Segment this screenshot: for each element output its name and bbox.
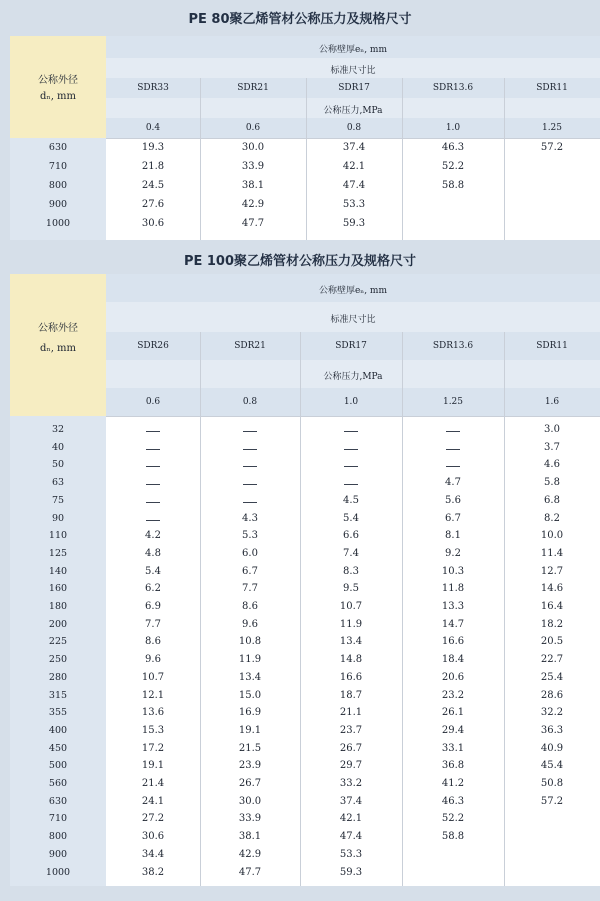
pe100-cell-value: [200, 477, 300, 488]
pe100-cell-value: 16.9: [238, 707, 262, 719]
pe100-row-dn: 40: [51, 441, 65, 453]
pe100-cell-value: 52.2: [441, 813, 465, 825]
pe100-cell-value: 22.7: [540, 654, 564, 666]
pe80-cell-value: 27.6: [141, 199, 165, 210]
pe80-dn-label-2: dₙ, mm: [39, 91, 77, 102]
pe100-row-dn: 280: [48, 671, 68, 683]
pe100-cell-value: 34.4: [141, 848, 165, 860]
pe100-cell-value: 6.7: [445, 512, 461, 524]
pe80-cell-value: 46.3: [441, 142, 465, 153]
pe80-cell-value: 57.2: [540, 142, 564, 153]
pe100-title: PE 100聚乙烯管材公称压力及规格尺寸: [183, 254, 417, 269]
pe100-cell-value: 58.8: [441, 831, 465, 843]
pe100-cell-value: 47.7: [238, 866, 262, 878]
pe100-cell-value: 10.0: [540, 530, 564, 542]
pe100-dn-label-1: 公称外径: [38, 323, 78, 334]
pe100-cell-value: 37.4: [339, 795, 363, 807]
pe80-sdr-0: SDR33: [137, 83, 169, 93]
pe100-cell-value: 7.7: [242, 583, 258, 595]
pe80-row-dn: 630: [48, 142, 68, 153]
pe100-cell-value: 11.9: [339, 618, 363, 630]
pe100-wall-band: [106, 274, 600, 303]
pe100-cell-value: 6.6: [343, 530, 359, 542]
pe100-cell-value: 50.8: [540, 778, 564, 789]
pe100-cell-value: 4.8: [145, 547, 161, 559]
pe100-cell-value: [300, 442, 402, 453]
pe100-cell-value: 18.7: [339, 689, 363, 701]
pe100-cell-value: 14.8: [339, 654, 363, 666]
pe80-pressure-1: 0.6: [245, 123, 261, 133]
pe80-cell-value: 59.3: [342, 218, 366, 229]
pe100-cell-value: 21.5: [238, 742, 262, 754]
pe100-cell-value: 53.3: [339, 848, 363, 860]
pe100-row-dn: 400: [48, 724, 68, 736]
pe100-cell-value: 21.1: [339, 707, 363, 719]
pe100-row-dn: 710: [48, 813, 68, 825]
pe100-cell-value: 7.4: [343, 547, 359, 559]
pe100-cell-value: 16.6: [441, 636, 465, 648]
pe100-sdr-0: SDR26: [137, 341, 169, 351]
pe100-cell-value: 15.3: [141, 724, 165, 736]
pe100-pressure-label: 公称压力,MPa: [323, 372, 383, 382]
pe100-cell-value: 6.8: [544, 494, 560, 506]
pe100-cell-value: 32.2: [540, 707, 564, 719]
pe80-col-divider: [402, 78, 403, 240]
pe80-sdr-2: SDR17: [338, 83, 370, 93]
pe100-cell-value: 14.7: [441, 618, 465, 630]
pe100-pressure-4: 1.6: [544, 397, 560, 407]
pe100-cell-value: 5.4: [343, 512, 359, 524]
pe100-row-dn: 315: [48, 689, 68, 701]
pe100-row-dn: 200: [48, 618, 68, 630]
pe80-sdr-band: [106, 58, 600, 79]
pe80-cell-value: 21.8: [141, 161, 165, 172]
pe100-cell-value: 20.5: [540, 636, 564, 648]
pe100-cell-value: 3.0: [544, 424, 560, 435]
pe100-cell-value: 9.6: [242, 618, 258, 630]
pe100-cell-value: 18.2: [540, 618, 564, 630]
pe100-cell-value: 27.2: [141, 813, 165, 825]
pe100-row-dn: 180: [48, 601, 68, 612]
pe100-cell-value: 26.7: [238, 778, 262, 789]
pe100-cell-value: [106, 495, 200, 506]
pe100-cell-value: 13.6: [141, 707, 165, 719]
pe100-cell-value: [402, 424, 504, 435]
pe100-row-dn: 250: [48, 654, 68, 666]
pe100-cell-value: 11.9: [238, 654, 262, 666]
pe100-cell-value: 8.1: [445, 530, 461, 542]
pe100-cell-value: 6.2: [145, 583, 161, 595]
pe100-cell-value: 12.1: [141, 689, 165, 701]
pe80-cell-value: 53.3: [342, 199, 366, 210]
pe100-dn-label-2: dₙ, mm: [39, 343, 77, 354]
pe100-cell-value: 5.4: [145, 565, 161, 577]
pe100-wall-label: 公称壁厚eₙ, mm: [318, 286, 387, 296]
pe100-sdr-band: [106, 302, 600, 333]
pe100-cell-value: [300, 459, 402, 470]
pe100-pressure-0: 0.6: [145, 397, 161, 407]
pe100-cell-value: 4.7: [445, 477, 461, 489]
pe100-cell-value: [200, 424, 300, 435]
pe100-sdr-4: SDR11: [536, 341, 568, 351]
pe100-cell-value: 59.3: [339, 866, 363, 878]
pe80-cell-value: 30.0: [241, 142, 265, 153]
pe100-cell-value: 6.0: [242, 547, 258, 559]
pe100-cell-value: 40.9: [540, 742, 564, 754]
pe100-row-dn: 32: [51, 424, 65, 435]
pe100-row-dn: 355: [48, 707, 68, 719]
pe80-table: [10, 36, 600, 240]
pe100-cell-value: [106, 477, 200, 488]
pe100-cell-value: [106, 459, 200, 470]
pe100-cell-value: [402, 442, 504, 453]
pe80-sdr-4: SDR11: [536, 83, 568, 93]
pe100-row-dn: 90: [51, 512, 65, 524]
pe100-cell-value: 17.2: [141, 742, 165, 754]
pe100-row-dn: 630: [48, 795, 68, 807]
pe100-cell-value: 10.7: [339, 601, 363, 612]
pe80-sdr-label: 标准尺寸比: [330, 66, 376, 76]
pe100-cell-value: [106, 442, 200, 453]
pe80-row-dn: 900: [48, 199, 68, 210]
pe100-cell-value: 18.4: [441, 654, 465, 666]
pe100-cell-value: 42.9: [238, 848, 262, 860]
pe100-cell-value: 29.4: [441, 724, 465, 736]
pe100-cell-value: 47.4: [339, 831, 363, 843]
pe100-cell-value: 42.1: [339, 813, 363, 825]
pe100-cell-value: 7.7: [145, 618, 161, 630]
pe80-sdr-1: SDR21: [237, 83, 269, 93]
pe100-cell-value: 33.2: [339, 778, 363, 789]
pe100-cell-value: 13.4: [238, 671, 262, 683]
pe100-cell-value: 4.3: [242, 512, 258, 524]
pe80-cell-value: 42.1: [342, 161, 366, 172]
pe100-row-dn: 500: [48, 760, 68, 772]
pe100-cell-value: 6.7: [242, 565, 258, 577]
pe100-cell-value: [200, 459, 300, 470]
pe80-pressure-0: 0.4: [145, 123, 161, 133]
pe100-cell-value: 25.4: [540, 671, 564, 683]
pe100-cell-value: 5.8: [544, 477, 560, 489]
pe100-cell-value: 19.1: [238, 724, 262, 736]
pe100-cell-value: 20.6: [441, 671, 465, 683]
pe100-cell-value: 9.6: [145, 654, 161, 666]
pe100-cell-value: 8.6: [145, 636, 161, 648]
pe100-sdr-label: 标准尺寸比: [330, 315, 376, 325]
pe100-cell-value: 10.8: [238, 636, 262, 648]
pe80-pressure-2: 0.8: [346, 123, 362, 133]
pe100-cell-value: 23.7: [339, 724, 363, 736]
pe100-table: [10, 274, 600, 886]
pe100-cell-value: 5.3: [242, 530, 258, 542]
pe80-pressure-4: 1.25: [541, 123, 563, 133]
pe100-cell-value: 12.7: [540, 565, 564, 577]
pe100-cell-value: 45.4: [540, 760, 564, 772]
pe100-sdr-1: SDR21: [234, 341, 266, 351]
pe100-cell-value: 4.2: [145, 530, 161, 542]
pe100-pressure-2: 1.0: [343, 397, 359, 407]
pe80-sdr-3: SDR13.6: [432, 83, 474, 93]
pe100-cell-value: 6.9: [145, 601, 161, 612]
pe100-row-dn: 50: [51, 459, 65, 471]
pe100-cell-value: 8.2: [544, 512, 560, 524]
pe100-cell-value: 13.4: [339, 636, 363, 648]
pe100-cell-value: 4.5: [343, 494, 359, 506]
pe100-cell-value: 8.6: [242, 601, 258, 612]
pe100-cell-value: 11.4: [540, 547, 564, 559]
pe100-pressure-1: 0.8: [242, 397, 258, 407]
pe100-row-dn: 560: [48, 778, 68, 789]
pe80-pressure-band: [106, 98, 600, 119]
pe80-cell-value: 33.9: [241, 161, 265, 172]
pe100-cell-value: 28.6: [540, 689, 564, 701]
pe100-cell-value: 14.6: [540, 583, 564, 595]
pe100-cell-value: 30.0: [238, 795, 262, 807]
pe80-title: PE 80聚乙烯管材公称压力及规格尺寸: [188, 12, 412, 27]
pe100-cell-value: 10.7: [141, 671, 165, 683]
pe100-cell-value: 23.2: [441, 689, 465, 701]
pe100-row-dn: 63: [51, 477, 65, 489]
pe100-cell-value: 16.6: [339, 671, 363, 683]
pe80-cell-value: 37.4: [342, 142, 366, 153]
pe100-row-dn: 450: [48, 742, 68, 754]
pe100-cell-value: 33.1: [441, 742, 465, 754]
pe80-cell-value: 24.5: [141, 180, 165, 191]
pe100-pressure-band: [106, 360, 600, 389]
pe80-row-dn: 800: [48, 180, 68, 191]
pe80-cell-value: 42.9: [241, 199, 265, 210]
pe100-row-dn: 900: [48, 848, 68, 860]
pe100-dn-header: [10, 274, 107, 416]
pe100-cell-value: 33.9: [238, 813, 262, 825]
pe100-sdr-3: SDR13.6: [432, 341, 474, 351]
pe100-row-dn: 75: [51, 494, 65, 506]
pe100-cell-value: 38.1: [238, 831, 262, 843]
pe80-col-divider: [200, 78, 201, 240]
pe100-cell-value: 38.2: [141, 866, 165, 878]
pe100-row-dn: 140: [48, 565, 68, 577]
pe80-cell-value: 47.4: [342, 180, 366, 191]
pe80-row-dn: 710: [48, 161, 68, 172]
pe100-cell-value: 13.3: [441, 601, 465, 612]
pe100-cell-value: 21.4: [141, 778, 165, 789]
pe100-cell-value: 26.1: [441, 707, 465, 719]
pe100-cell-value: 11.8: [441, 583, 465, 595]
pe100-cell-value: 10.3: [441, 565, 465, 577]
pe100-row-dn: 225: [48, 636, 68, 648]
pe100-cell-value: 23.9: [238, 760, 262, 772]
pe100-cell-value: 41.2: [441, 778, 465, 789]
pe80-cell-value: 30.6: [141, 218, 165, 229]
pe100-cell-value: 36.8: [441, 760, 465, 772]
pe100-cell-value: 15.0: [238, 689, 262, 701]
pe100-cell-value: [200, 442, 300, 453]
pe100-cell-value: 57.2: [540, 795, 564, 807]
pe80-cell-value: 58.8: [441, 180, 465, 191]
pe80-wall-label: 公称壁厚eₙ, mm: [318, 45, 387, 55]
pe80-col-divider: [306, 78, 307, 240]
pe80-cell-value: 47.7: [241, 218, 265, 229]
pe100-cell-value: 3.7: [544, 441, 560, 453]
pe100-row-dn: 125: [48, 547, 68, 559]
pe80-pressure-3: 1.0: [445, 123, 461, 133]
pe100-sdr-2: SDR17: [335, 341, 367, 351]
pe100-cell-value: 26.7: [339, 742, 363, 754]
pe100-cell-value: 36.3: [540, 724, 564, 736]
pe100-cell-value: [300, 424, 402, 435]
pe100-cell-value: 46.3: [441, 795, 465, 807]
pe100-cell-value: 29.7: [339, 760, 363, 772]
pe80-cell-value: 52.2: [441, 161, 465, 172]
pe100-row-dn: 1000: [45, 866, 71, 878]
pe100-cell-value: 19.1: [141, 760, 165, 772]
pe80-wall-band: [106, 36, 600, 59]
pe80-row-dn: 1000: [45, 218, 71, 229]
pe80-cell-value: 38.1: [241, 180, 265, 191]
pe100-cell-value: [106, 424, 200, 435]
pe100-pressure-3: 1.25: [442, 397, 464, 407]
pe100-cell-value: 9.5: [343, 583, 359, 595]
pe100-cell-value: 16.4: [540, 601, 564, 612]
pe80-pressure-label: 公称压力,MPa: [323, 106, 383, 116]
pe100-cell-value: [300, 477, 402, 488]
pe100-cell-value: 9.2: [445, 547, 461, 559]
pe100-cell-value: 5.6: [445, 494, 461, 506]
pe100-cell-value: [106, 513, 200, 524]
pe100-cell-value: 24.1: [141, 795, 165, 807]
pe100-row-dn: 160: [48, 583, 68, 595]
pe100-row-dn: 800: [48, 831, 68, 843]
pe100-row-dn: 110: [48, 530, 68, 542]
pe80-dn-header: [10, 36, 107, 138]
pe100-cell-value: [200, 495, 300, 506]
pe100-cell-value: 30.6: [141, 831, 165, 843]
pe80-cell-value: 19.3: [141, 142, 165, 153]
pe80-dn-label-1: 公称外径: [38, 75, 78, 86]
pe100-cell-value: 8.3: [343, 565, 359, 577]
pe100-cell-value: 4.6: [544, 459, 560, 471]
pe80-col-divider: [504, 78, 505, 240]
pe100-cell-value: [402, 459, 504, 470]
